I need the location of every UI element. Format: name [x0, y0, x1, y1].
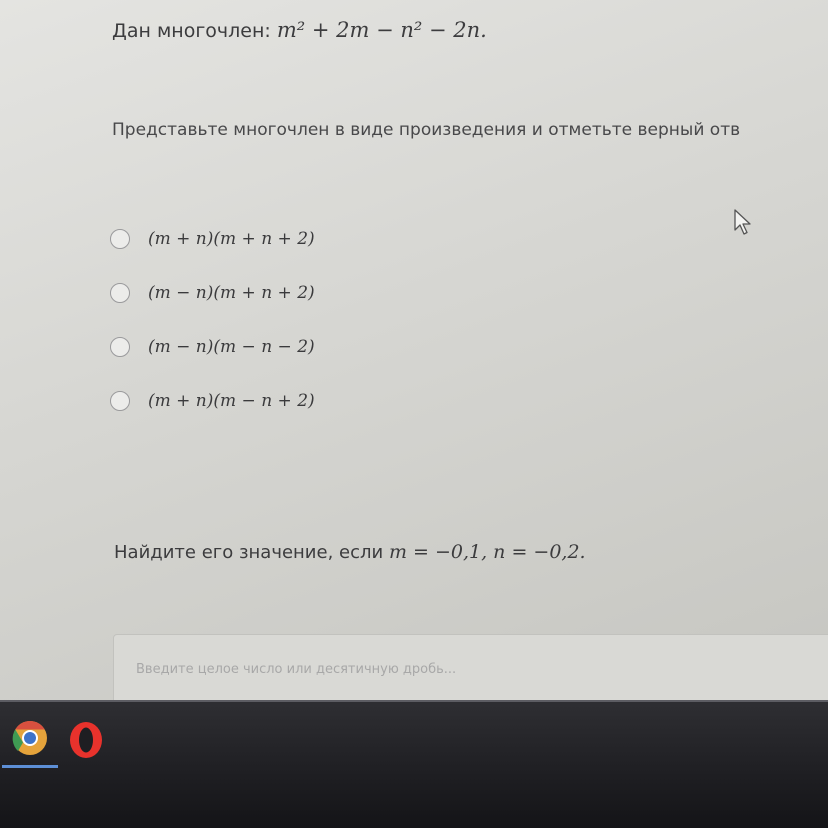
- option-label: (m − n)(m + n + 2): [148, 283, 315, 303]
- option-label: (m + n)(m + n + 2): [148, 229, 315, 249]
- radio-button[interactable]: [110, 391, 130, 411]
- answer-input[interactable]: [113, 634, 828, 704]
- radio-button[interactable]: [110, 283, 130, 303]
- polynomial-expression: m² + 2m − n² − 2n.: [276, 18, 487, 42]
- option-3[interactable]: [110, 320, 315, 374]
- given-polynomial: [112, 18, 487, 42]
- question-text: [114, 541, 586, 563]
- option-2[interactable]: [110, 266, 315, 320]
- taskbar-divider: [0, 700, 828, 702]
- given-label: Дан многочлен:: [112, 20, 271, 42]
- taskbar-app-opera[interactable]: [66, 718, 106, 762]
- option-label: (m − n)(m − n − 2): [148, 337, 315, 357]
- option-label: (m + n)(m − n + 2): [148, 391, 315, 411]
- chrome-icon: [10, 718, 50, 758]
- instruction-text: Представьте многочлен в виде произведения и отметьте верный отв: [112, 120, 741, 140]
- radio-button[interactable]: [110, 337, 130, 357]
- question-values: m = −0,1, n = −0,2.: [388, 541, 586, 563]
- taskbar: [0, 700, 828, 828]
- mouse-cursor-icon: [733, 208, 755, 236]
- answer-options: [110, 212, 315, 428]
- radio-button[interactable]: [110, 229, 130, 249]
- option-1[interactable]: [110, 212, 315, 266]
- question-label: Найдите его значение, если: [114, 542, 384, 563]
- option-4[interactable]: [110, 374, 315, 428]
- active-indicator: [2, 765, 58, 768]
- opera-icon: [66, 718, 106, 762]
- taskbar-app-chrome[interactable]: [2, 710, 58, 768]
